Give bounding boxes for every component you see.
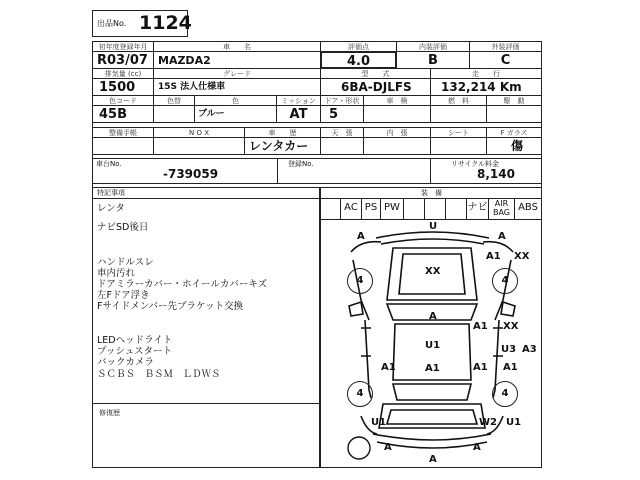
model-label: 型 式 [320,68,431,79]
seat-value [430,137,487,155]
score-label: 評価点 [320,41,397,52]
interior2-value [363,137,431,155]
note-line: ＳＣＢＳ ＢＳＭ ＬＤＷＳ [97,369,221,380]
displacement-value: 1500 [92,78,154,96]
equipment-row [320,198,542,220]
note-line: Fサイドメンバー先ブラケット交換 [97,301,244,312]
repair-section [92,403,320,468]
nox-label: N O X [153,127,245,138]
interior-value: B [396,51,470,69]
reg-no-cell [277,158,431,184]
recycle-value: 8,140 [477,167,515,181]
glass-value: 傷 [486,137,542,155]
sunroof-label: 天 張 [320,127,364,138]
nox-value [153,137,245,155]
grade-value: 15S 法人仕様車 [153,78,321,96]
damage-code: U1 [371,417,387,428]
damage-code: A3 [522,344,537,355]
damage-code: A1 [425,363,440,374]
damage-code: A [429,311,437,322]
chassis-cell [92,158,278,184]
equip-blank [446,199,467,219]
car-name-label: 車 名 [153,41,321,52]
damage-code: A [498,231,506,242]
damage-code: U1 [425,340,441,351]
equip-blank [404,199,425,219]
exterior-value: C [469,51,542,69]
equip-airbag: AIR BAG [489,199,515,219]
mileage-value: 132,214 Km [430,78,542,96]
damage-code: XX [514,251,530,262]
mission-label: ミッション [276,95,321,106]
equip-ps: PS [362,199,381,219]
lot-box [92,10,192,37]
lot-label: 出品No. [97,19,127,28]
sunroof-value [320,137,364,155]
color-label: 色 [194,95,277,106]
damage-code: A1 [473,362,488,373]
displacement-label: 排気量 (cc) [92,68,154,79]
car-diagram-area [320,219,542,468]
damage-code: U3 [501,344,517,355]
damage-code: A [429,454,437,465]
doors-value: 5 [320,105,364,123]
color-change-value [153,105,195,123]
note-line: レンタ [97,203,125,214]
damage-code: U1 [506,417,522,428]
damage-code: A1 [473,321,488,332]
notes-label: 特記事項 [97,189,125,197]
equip-pw: PW [381,199,404,219]
reg-year-value: R03/07 [92,51,154,69]
history-label: 車 歴 [244,127,321,138]
equip-blank [425,199,446,219]
drive-value [486,105,542,123]
tire-rear-left: 4 [347,381,373,407]
damage-code: XX [425,266,441,277]
equip-ac: AC [341,199,362,219]
note-line: 車内汚れ [97,268,136,279]
note-line: プッシュスタート [97,346,173,357]
tire-front-left: 4 [347,268,373,294]
lot-number: 1124 [139,12,192,34]
damage-code: A [473,442,481,453]
doors-label: ドア・形状 [320,95,364,106]
interior2-label: 内 張 [363,127,431,138]
equipment-label: 装 備 [421,189,442,197]
chassis-label: 車台No. [96,160,122,168]
tire-front-right: 4 [492,268,518,294]
car-name-value: MAZDA2 [153,51,321,69]
color-code-label: 色コード [92,95,154,106]
fuel-label: 燃 料 [430,95,487,106]
note-line: ハンドルスレ [97,257,154,268]
score-value: 4.0 [320,51,397,69]
interior-label: 内装評価 [396,41,470,52]
chassis-value: -739059 [163,167,219,181]
glass-label: F ガラス [486,127,542,138]
reg-no-label: 登録No. [288,160,314,168]
inspection-label: 車 検 [363,95,431,106]
reg-year-label: 初年度登録年月 [92,41,154,52]
damage-code: A1 [486,251,501,262]
tire-rear-right: 4 [492,381,518,407]
damage-code: A1 [503,362,518,373]
inspection-value [363,105,431,123]
damage-code: XX [503,321,519,332]
note-line: 左Fドア浮き [97,290,150,301]
damage-code: U [429,221,438,232]
note-line: バックカメラ [97,357,155,368]
fuel-value [430,105,487,123]
note-line: ナビSD後日 [97,222,149,233]
damage-code: A [384,442,392,453]
model-value: 6BA-DJLFS [320,78,431,96]
recycle-cell [430,158,542,184]
recycle-label: リサイクル料金 [451,160,500,168]
seat-label: シート [430,127,487,138]
history-value: レンタカー [244,137,321,155]
exterior-label: 外装評価 [469,41,542,52]
color-code-value: 45B [92,105,154,123]
repair-label: 修復歴 [99,409,120,417]
maintenance-value [92,137,154,155]
equip-navi: ナビ [467,199,489,219]
drive-label: 駆 動 [486,95,542,106]
maintenance-label: 整備手帳 [92,127,154,138]
grade-label: グレード [153,68,321,79]
note-line: ドアミラーカバー・ホイールカバーキズ [97,279,268,290]
damage-code: W2 [479,417,497,428]
mileage-label: 走 行 [430,68,542,79]
mission-value: AT [276,105,321,123]
color-change-label: 色替 [153,95,195,106]
color-value: ブルー [194,105,277,123]
damage-code: A [357,231,365,242]
damage-code: A1 [381,362,396,373]
note-line: LEDヘッドライト [97,335,173,346]
equip-abs: ABS [518,202,538,213]
equip-blank [321,199,341,219]
